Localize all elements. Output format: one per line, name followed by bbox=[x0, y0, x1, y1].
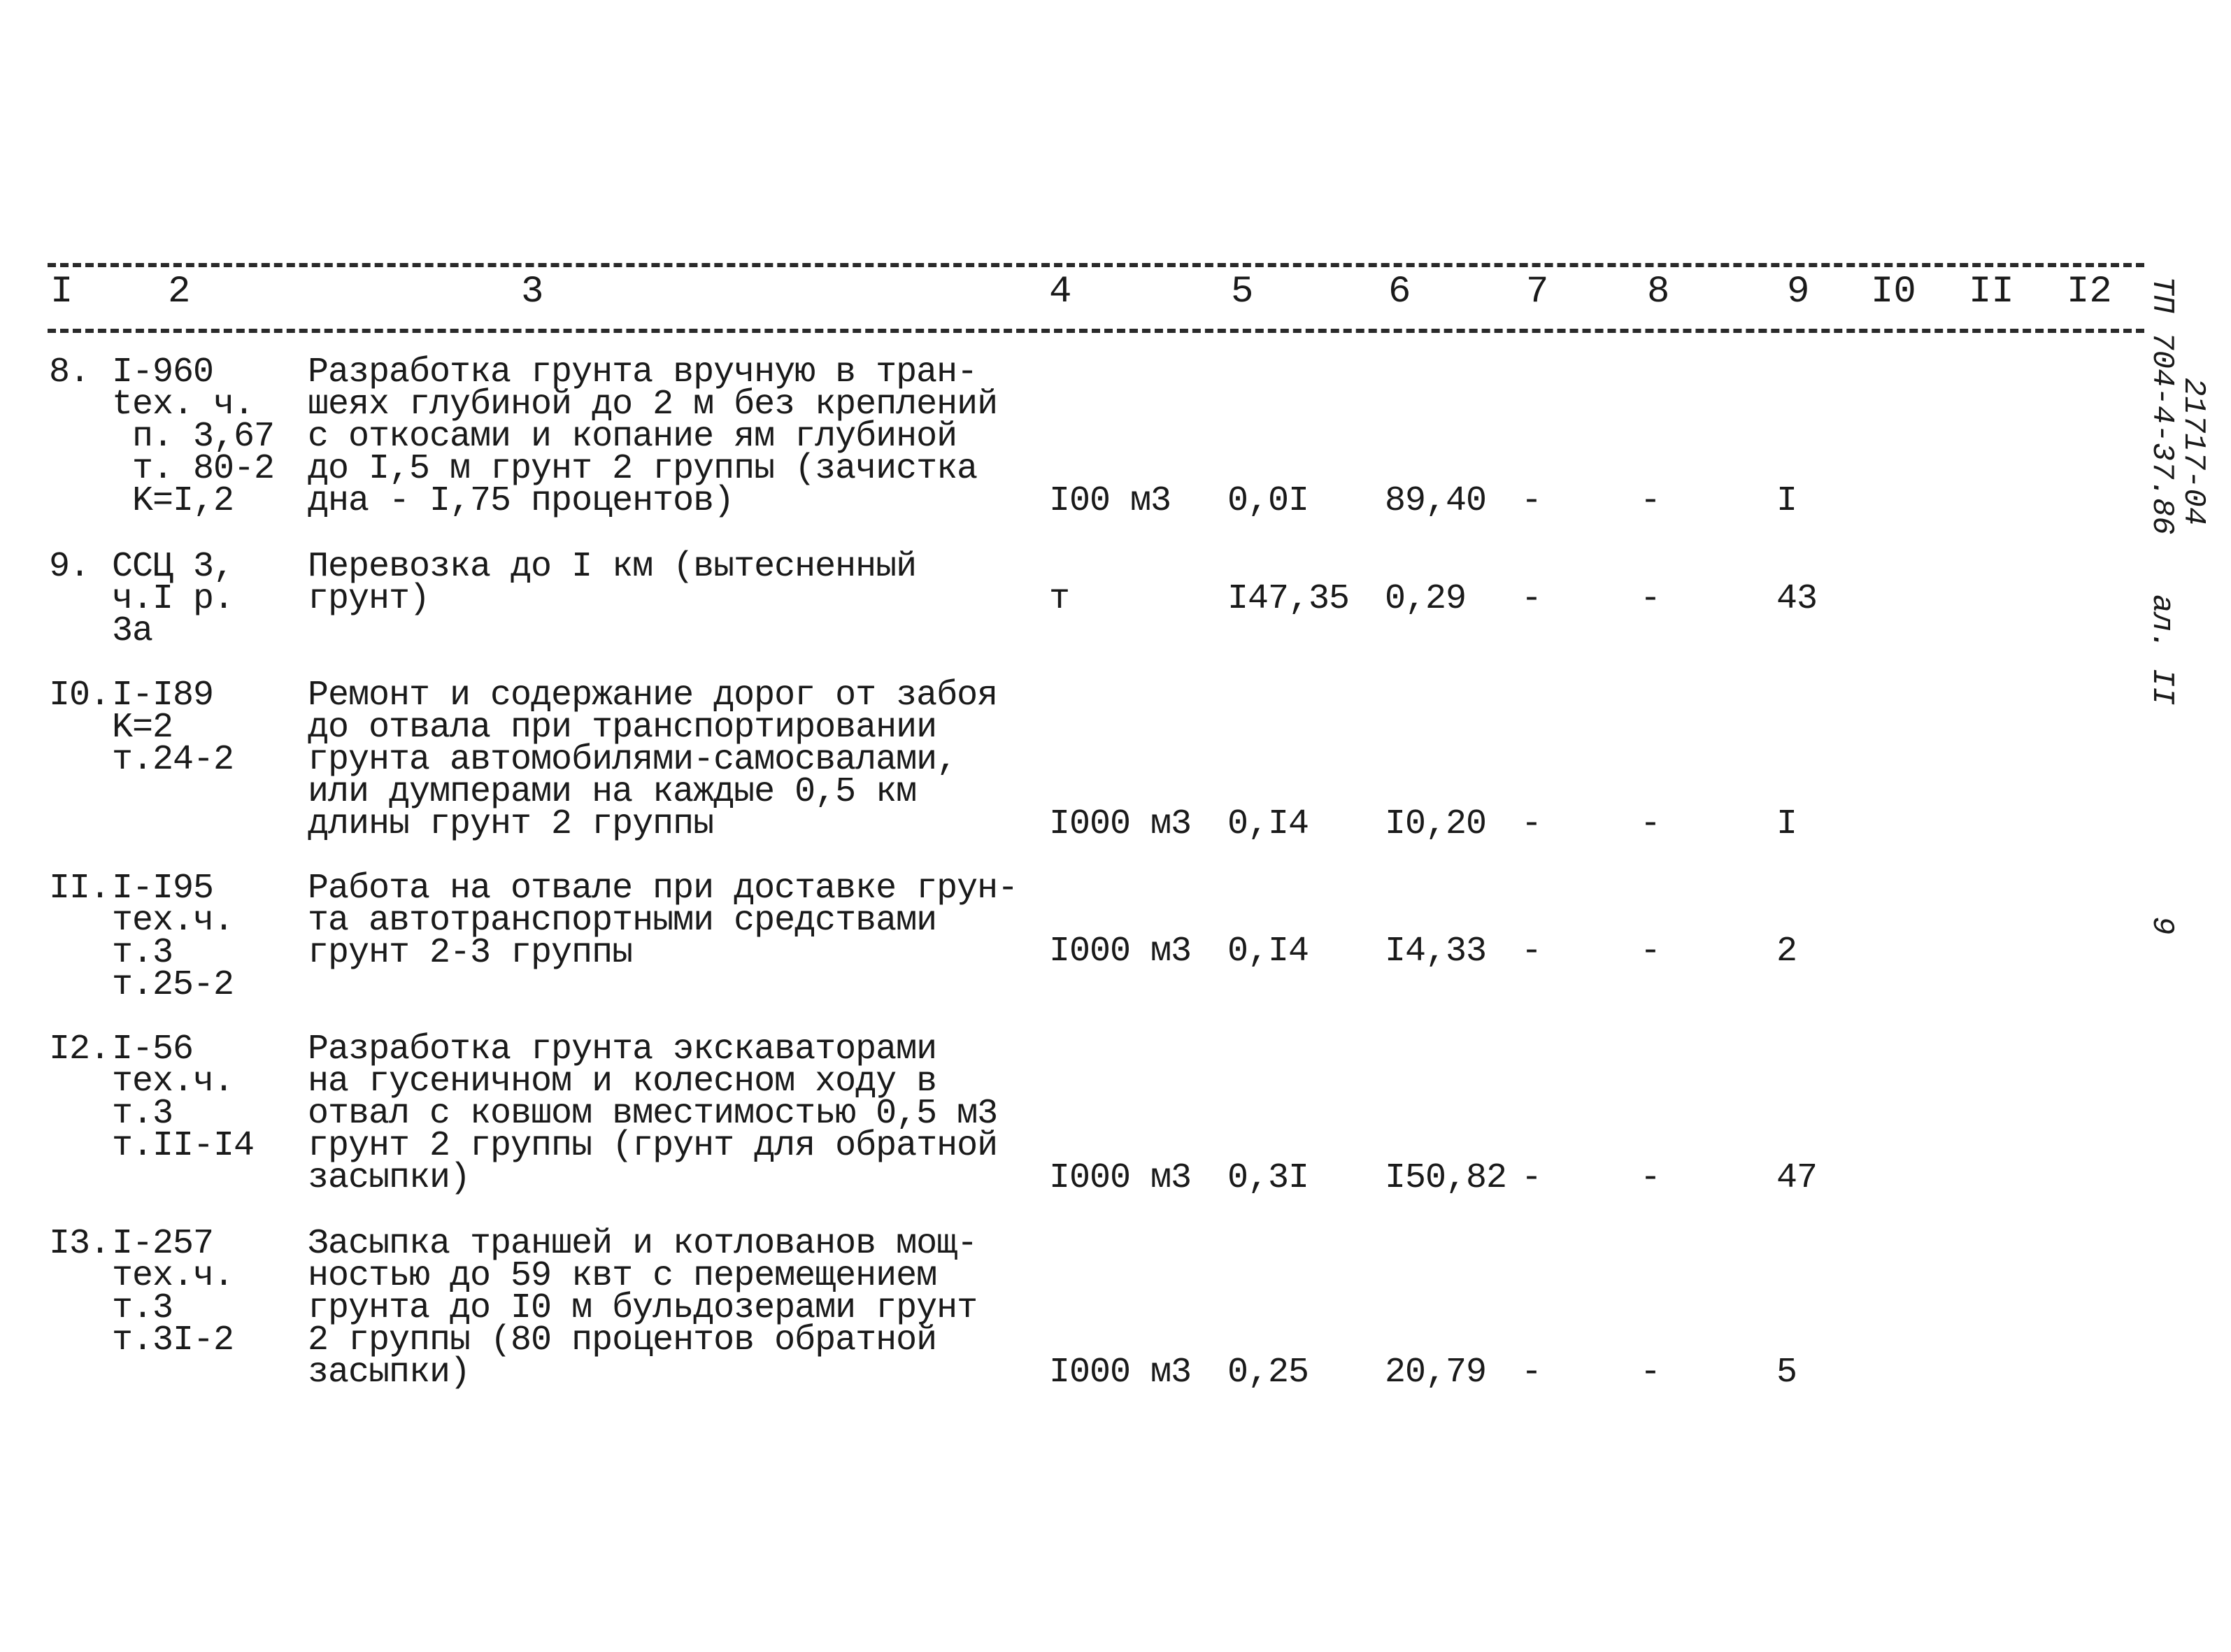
row-quantity: 0,3I bbox=[1227, 1158, 1309, 1198]
row-col7: - bbox=[1521, 1353, 1542, 1393]
side-inventory-number: 21717-04 bbox=[2176, 378, 2211, 526]
row-description: Ремонт и содержание дорог от забоя до отвала при транспортировании грунта автомобилями-самосвалами, или думперами на каждые 0,5 км длины грунт 2 группы bbox=[308, 676, 998, 844]
row-col8: - bbox=[1640, 932, 1661, 971]
row-number: II. bbox=[49, 869, 111, 909]
row-quantity: 0,I4 bbox=[1227, 804, 1309, 844]
row-unit: I000 м3 bbox=[1049, 1353, 1192, 1393]
row-description: Засыпка траншей и котлованов мощ- ностью до 59 квт с перемещением грунта до I0 м бульдозерами грунт 2 группы (80 процентов обратной засыпки) bbox=[308, 1224, 978, 1393]
col-header-7: 7 bbox=[1526, 271, 1549, 313]
row-unit: I000 м3 bbox=[1049, 804, 1192, 844]
row-code: I-257 тех.ч. т.3 т.3I-2 bbox=[112, 1224, 234, 1360]
header-rule-top bbox=[48, 263, 2144, 267]
row-description: Разработка грунта вручную в тран- шеях глубиной до 2 м без креплений с откосами и копание ям глубиной до I,5 м грунт 2 группы (зачистка дна - I,75 процентов) bbox=[308, 353, 998, 521]
row-quantity: 0,0I bbox=[1227, 481, 1309, 521]
row-col7: - bbox=[1521, 804, 1542, 844]
col-header-8: 8 bbox=[1647, 271, 1670, 313]
side-page-number: 9 bbox=[2144, 916, 2179, 935]
header-rule-bottom bbox=[48, 329, 2144, 333]
side-doc-code: ТП 704-4-37.86 bbox=[2144, 276, 2179, 535]
row-col8: - bbox=[1640, 804, 1661, 844]
row-price: 89,40 bbox=[1385, 481, 1487, 521]
row-col8: - bbox=[1640, 1353, 1661, 1393]
row-unit: I000 м3 bbox=[1049, 1158, 1192, 1198]
col-header-5: 5 bbox=[1231, 271, 1254, 313]
row-col9: 43 bbox=[1776, 579, 1818, 619]
row-col9: I bbox=[1776, 804, 1797, 844]
row-code: I-I89 K=2 т.24-2 bbox=[112, 676, 234, 780]
row-col9: 47 bbox=[1776, 1158, 1818, 1198]
col-header-1: I bbox=[50, 271, 73, 313]
row-unit: I000 м3 bbox=[1049, 932, 1192, 971]
col-header-6: 6 bbox=[1388, 271, 1411, 313]
row-unit: I00 м3 bbox=[1049, 481, 1171, 521]
side-album: ал. II bbox=[2144, 594, 2179, 706]
row-price: I4,33 bbox=[1385, 932, 1487, 971]
row-col7: - bbox=[1521, 1158, 1542, 1198]
row-number: I0. bbox=[49, 676, 111, 715]
row-col9: 5 bbox=[1776, 1353, 1797, 1393]
row-col9: I bbox=[1776, 481, 1797, 521]
row-code: I-I95 тех.ч. т.3 т.25-2 bbox=[112, 869, 234, 1005]
row-col8: - bbox=[1640, 481, 1661, 521]
row-code: ССЦ 3, ч.I р. 3а bbox=[112, 547, 234, 651]
row-description: Перевозка до I км (вытесненный грунт) bbox=[308, 547, 917, 619]
row-col7: - bbox=[1521, 579, 1542, 619]
row-col8: - bbox=[1640, 579, 1661, 619]
row-number: 9. bbox=[49, 547, 90, 587]
row-number: I3. bbox=[49, 1224, 111, 1264]
row-code: I-56 тех.ч. т.3 т.II-I4 bbox=[112, 1030, 255, 1166]
row-unit: т bbox=[1049, 579, 1070, 619]
row-price: I0,20 bbox=[1385, 804, 1487, 844]
row-price: 0,29 bbox=[1385, 579, 1467, 619]
row-col8: - bbox=[1640, 1158, 1661, 1198]
row-quantity: I47,35 bbox=[1227, 579, 1350, 619]
row-col7: - bbox=[1521, 481, 1542, 521]
col-header-3: 3 bbox=[521, 271, 544, 313]
col-header-11: II bbox=[1969, 271, 2014, 313]
row-number: I2. bbox=[49, 1030, 111, 1069]
col-header-2: 2 bbox=[168, 271, 191, 313]
row-col9: 2 bbox=[1776, 932, 1797, 971]
col-header-10: I0 bbox=[1871, 271, 1916, 313]
col-header-4: 4 bbox=[1049, 271, 1072, 313]
row-price: 20,79 bbox=[1385, 1353, 1487, 1393]
row-description: Разработка грунта экскаваторами на гусеничном и колесном ходу в отвал с ковшом вместимостью 0,5 м3 грунт 2 группы (грунт для обратной засыпки) bbox=[308, 1030, 998, 1198]
col-header-12: I2 bbox=[2067, 271, 2112, 313]
row-number: 8. bbox=[49, 353, 90, 392]
col-header-9: 9 bbox=[1787, 271, 1810, 313]
row-price: I50,82 bbox=[1385, 1158, 1507, 1198]
row-description: Работа на отвале при доставке грун- та автотранспортными средствами грунт 2-3 группы bbox=[308, 869, 1018, 973]
row-quantity: 0,I4 bbox=[1227, 932, 1309, 971]
row-code: I-960 tex. ч. п. 3,67 т. 80-2 K=I,2 bbox=[112, 353, 275, 521]
row-quantity: 0,25 bbox=[1227, 1353, 1309, 1393]
row-col7: - bbox=[1521, 932, 1542, 971]
